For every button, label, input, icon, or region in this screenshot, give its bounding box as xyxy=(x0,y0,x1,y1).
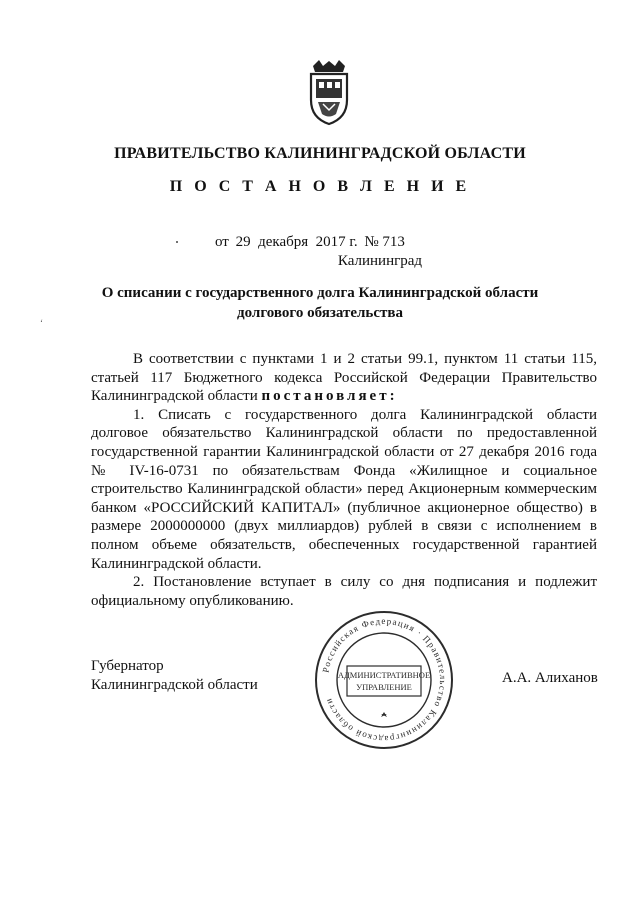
document-type: П О С Т А Н О В Л Е Н И Е xyxy=(169,178,471,195)
signatory-title xyxy=(91,657,258,695)
resolves-colon: : xyxy=(389,388,395,405)
subject-line-1: О списании с государственного долга Калининградской области xyxy=(101,285,539,301)
document-date: 29 декабря 2017 г. xyxy=(235,234,358,250)
stamp-ring-textpath: Российская Федерация · Правительство Калининградской области xyxy=(320,615,449,745)
stamp-center-line-1: АДМИНИСТРАТИВНОЕ xyxy=(337,670,431,680)
date-line xyxy=(215,234,408,251)
item-2-paragraph: 2. Постановление вступает в силу со дня подписания и подлежит официальному опубликованию. xyxy=(91,574,597,609)
coat-of-arms-emblem xyxy=(305,60,353,126)
stray-dot xyxy=(176,241,178,243)
preamble-paragraph xyxy=(91,350,597,406)
date-prefix: от xyxy=(215,234,229,250)
margin-mark: ʻ xyxy=(40,318,43,328)
authority-title: ПРАВИТЕЛЬСТВО КАЛИНИНГРАДСКОЙ ОБЛАСТИ xyxy=(114,145,526,162)
stamp-star-icon xyxy=(381,712,387,717)
item-1-paragraph: 1. Списать с государственного долга Калининградской области долговое обязательство Калининградской области по предоставленной государственной гарантии Калининградской области от 27 декабря 2016 года № IV-16-0731 по обязательствам Фонда «Жилищное и социальное строительство Калининградской области» перед Акционерным коммерческим банком «РОССИЙСКИЙ КАПИТАЛ» (публичное акционерное общество) в размере 2000000000 (двух миллиардов) рублей в связи с исполнением в полном объеме обязательств, обеспеченных государственной гарантией Калининградской области. xyxy=(91,406,597,572)
document-body xyxy=(91,350,597,610)
signatory-title-line-2: Калининградской области xyxy=(91,677,258,693)
stamp-center-line-2: УПРАВЛЕНИЕ xyxy=(356,682,412,692)
official-seal-stamp xyxy=(313,609,455,751)
resolves-word: постановляет xyxy=(261,388,390,405)
preamble-text: В соответствии с пунктами 1 и 2 статьи 99.1, пунктом 11 статьи 115, статьей 117 Бюджетного кодекса Российской Федерации Правительство Калининградской области xyxy=(91,351,597,405)
signatory-name: А.А. Алиханов xyxy=(502,670,598,686)
document-place: Калининград xyxy=(337,253,423,269)
document-number: № 713 xyxy=(364,234,405,250)
signatory-title-line-1: Губернатор xyxy=(91,658,164,674)
subject-line-2: долгового обязательства xyxy=(237,305,403,321)
